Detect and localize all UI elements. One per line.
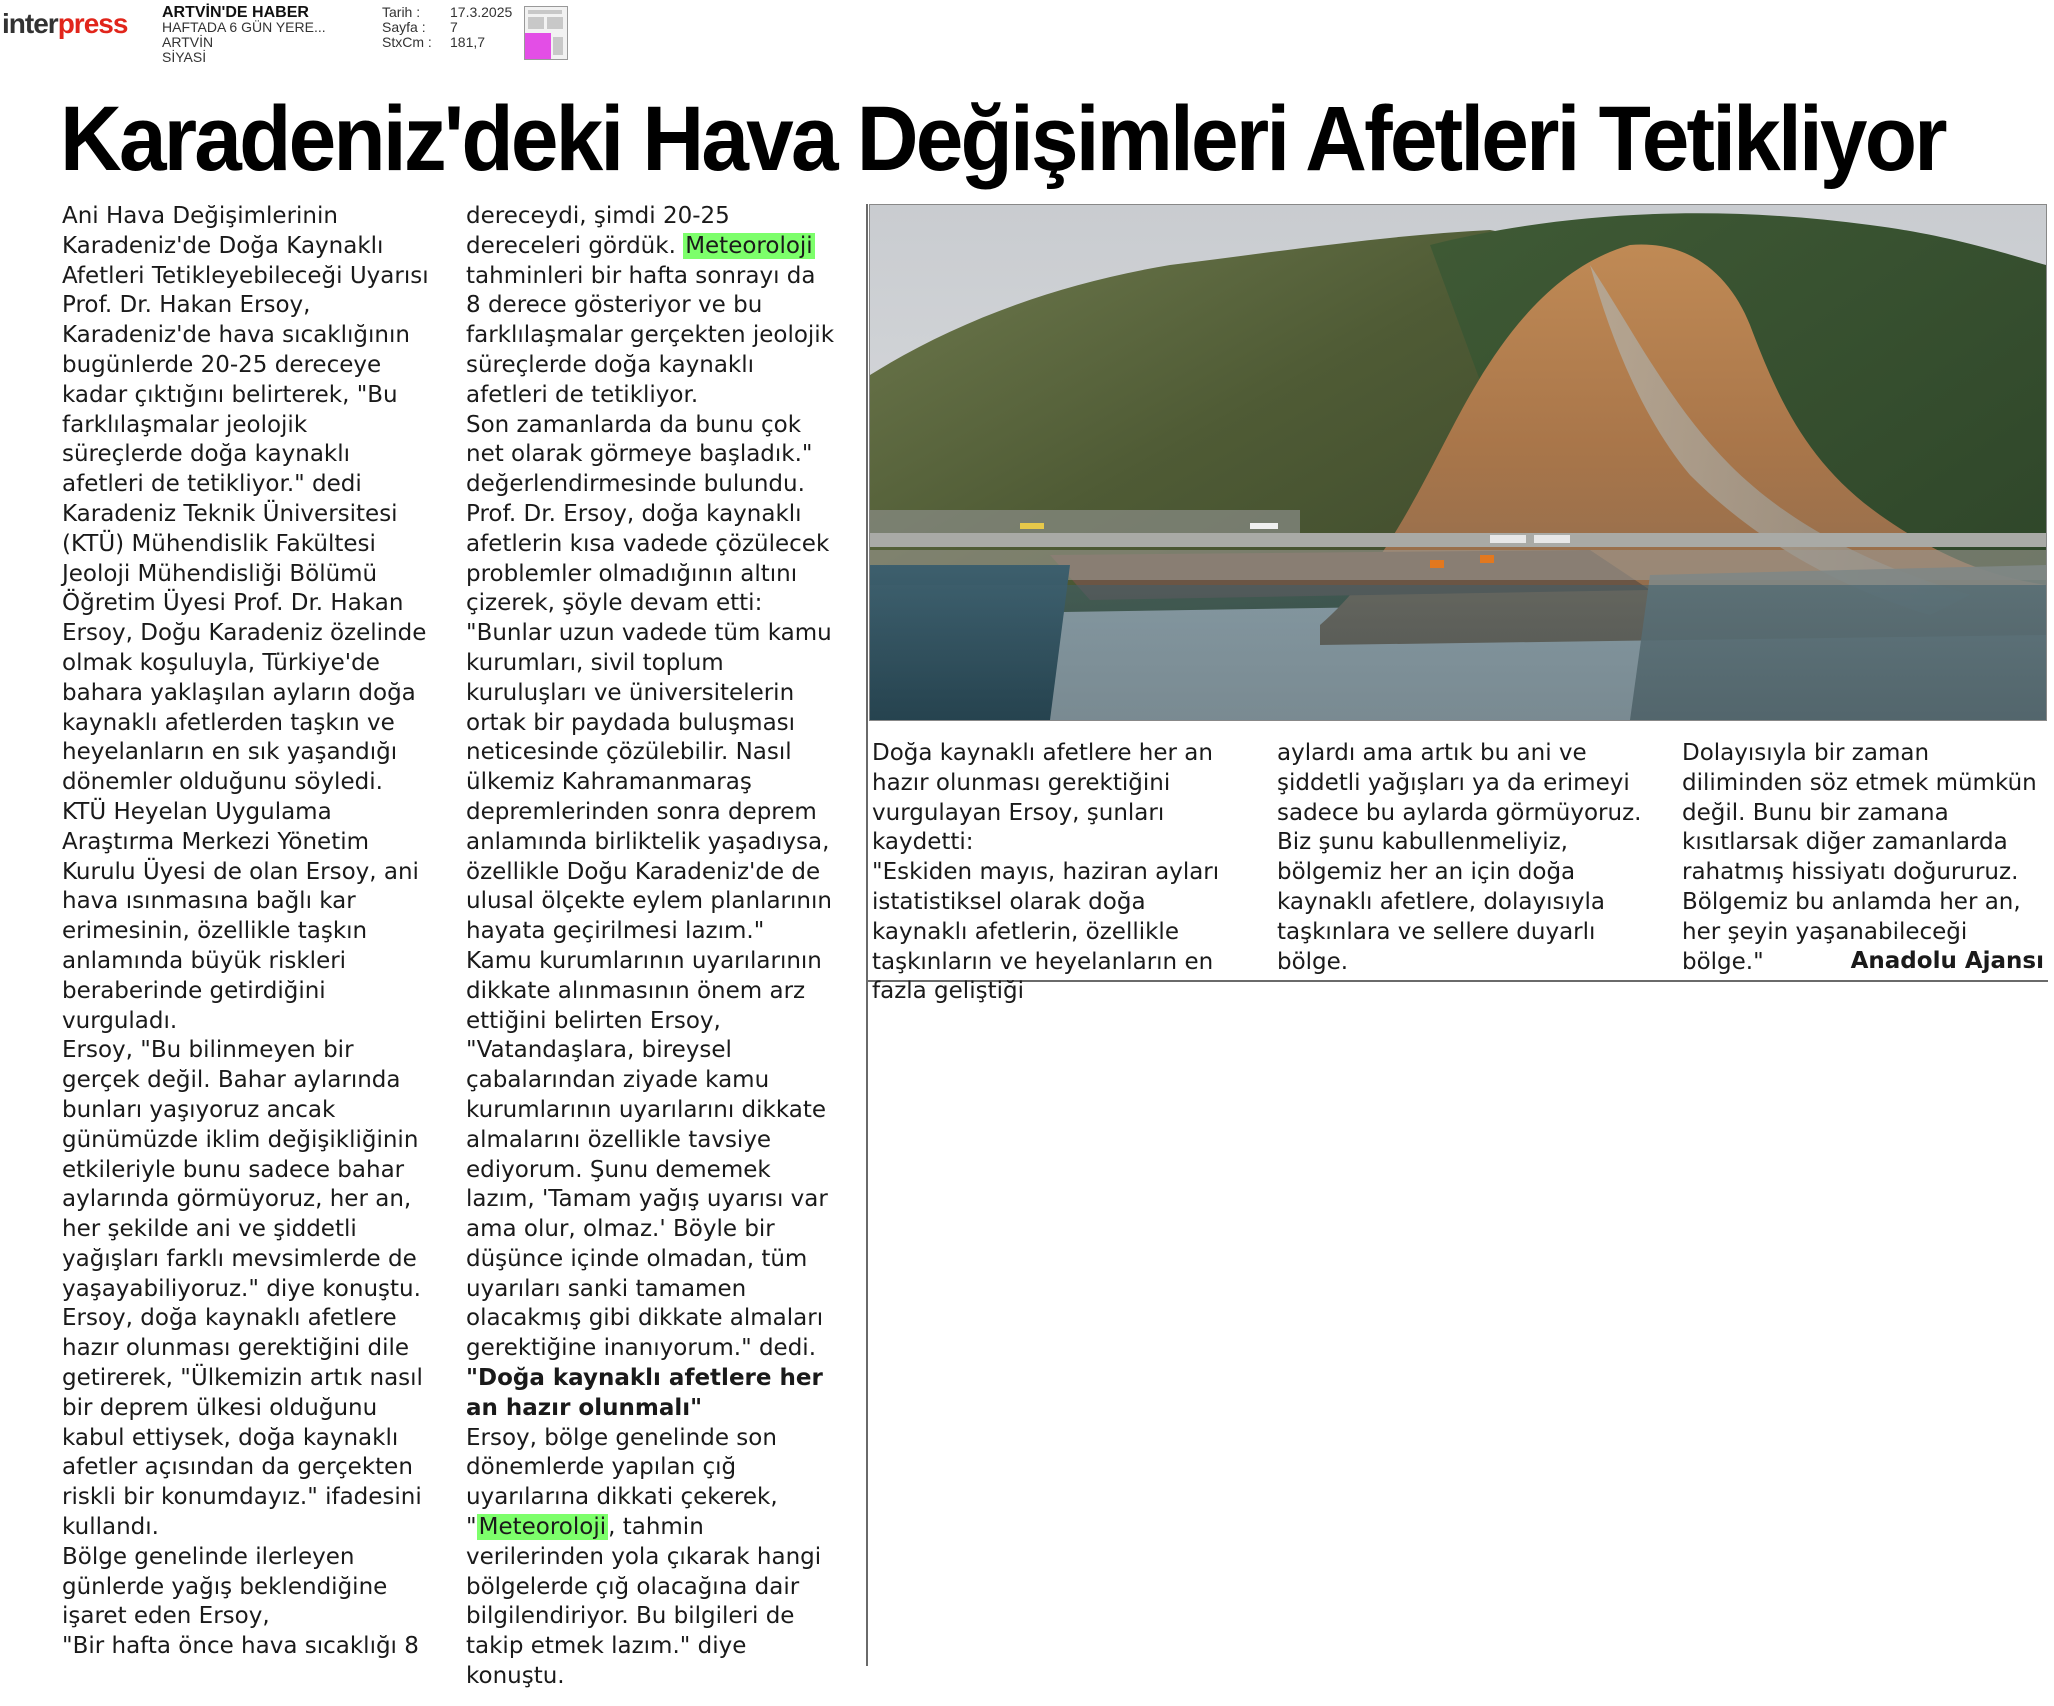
photo-coastal-road <box>870 533 2046 547</box>
paragraph: Prof. Dr. Ersoy, doğa kaynaklı afetlerin kısa vadede çözülecek problemler olmadığının altını çizerek, şöyle devam etti: <box>466 500 830 617</box>
paragraph: "Bunlar uzun vadede tüm kamu kurumları, sivil toplum kuruluşları ve üniversitelerin ortak bir paydada buluşması neticesinde çözülebilir. Nasıl ülkemiz Kahramanmaraş depremlerinden sonra deprem anlamında birliktelik yaşadıysa, özellikle Doğu Karadeniz'de de ulusal ölçekte eylem planlarının hayata geçirilmesi lazım." <box>466 620 832 945</box>
thumb-block <box>528 10 562 14</box>
publication-frequency: HAFTADA 6 GÜN YERE... <box>162 19 326 35</box>
text-run: , tahmin verilerinden yola çıkarak hangi bölgelerde çığ olacağına dair bilgilendiriyor. Bu bilgileri de takip etmek lazım." diye konuştu. <box>466 1514 822 1690</box>
page-row <box>382 20 512 35</box>
paragraph: Bölge genelinde ilerleyen günlerde yağış beklendiğine işaret eden Ersoy, <box>62 1543 388 1630</box>
publication-city: ARTVİN <box>162 34 214 50</box>
photo-truck <box>1020 523 1044 529</box>
interpress-logo <box>2 8 127 40</box>
paragraph: Ersoy, doğa kaynaklı afetlere hazır olunması gerektiğini dile getirerek, "Ülkemizin artık nasıl bir deprem ülkesi olduğunu kabul ettiysek, doğa kaynaklı afetler açısından da gerçekten riskli bir konumdayız." ifadesini kullandı. <box>62 1305 423 1541</box>
article-headline: Karadeniz'deki Hava Değişimleri Afetleri Tetikliyor <box>60 88 1945 190</box>
paragraph <box>466 202 836 411</box>
article-column-1 <box>62 202 432 1662</box>
photo-excavator <box>1430 560 1444 568</box>
thumb-block <box>547 17 563 29</box>
stcm-value: 181,7 <box>450 34 486 50</box>
stcm-row <box>382 35 512 50</box>
date-row <box>382 5 512 20</box>
news-agency-credit: Anadolu Ajansı <box>1850 948 2044 974</box>
photo-bus <box>1490 535 1526 543</box>
article-column-3 <box>872 739 1244 1007</box>
stcm-label: StxCm : <box>382 34 432 50</box>
date-label: Tarih : <box>382 4 421 20</box>
paragraph: Ersoy, "Bu bilinmeyen bir gerçek değil. Bahar aylarında bunları yaşıyoruz ancak günümüzde iklim değişikliğinin etkileriyle bunu sadece bahar aylarında görmüyoruz, her an, her şekilde ani ve şiddetli yağışları farklı mevsimlerde de yaşayabiliyoruz." diye konuştu. <box>62 1037 421 1302</box>
section-subheading: "Doğa kaynaklı afetlere her an hazır olunmalı" <box>466 1365 823 1421</box>
thumb-article-highlight <box>525 33 551 59</box>
landslide-photo <box>869 204 2047 721</box>
publication-name: ARTVİN'DE HABER <box>162 4 309 21</box>
paragraph: Ersoy, bölge genelinde son dönemlerde yapılan çığ uyarılarına dikkati çekerek, <box>466 1424 778 1511</box>
publication-category: SİYASİ <box>162 49 207 65</box>
text-run: dereceydi, şimdi 20-25 dereceleri gördük. <box>466 203 730 259</box>
publication-info <box>162 5 326 65</box>
date-value: 17.3.2025 <box>450 4 513 20</box>
paragraph <box>466 1513 836 1692</box>
highlighted-keyword: Meteoroloji <box>478 1514 607 1541</box>
page-label: Sayfa : <box>382 19 426 35</box>
paragraph: "Eskiden mayıs, haziran ayları istatistiksel olarak doğa kaynaklı afetlerin, özellikle taşkınların ve heyelanların en fazla geliştiği <box>872 859 1220 1005</box>
paragraph: KTÜ Heyelan Uygulama Araştırma Merkezi Yönetim Kurulu Üyesi de olan Ersoy, ani hava ısınmasına bağlı kar erimesinin, özellikle taşkın anlamında büyük riskleri beraberinde getirdiğini vurguladı. <box>62 798 419 1034</box>
photo-sea <box>870 585 2046 720</box>
page-value: 7 <box>450 19 458 35</box>
paragraph: Son zamanlarda da bunu çok net olarak görmeye başladık." değerlendirmesinde bulundu. <box>466 411 813 498</box>
text-run: " <box>466 1514 477 1541</box>
paragraph: Dolayısıyla bir zaman diliminden söz etmek mümkün değil. Bunu bir zamana kısıtlarsak diğer zamanlarda rahatmış hissiyatı doğururuz. Bölgemiz bu anlamda her an, her şeyin yaşanabileceği bölge." <box>1682 740 2037 975</box>
photo-truck <box>1250 523 1278 529</box>
thumb-block <box>553 37 563 55</box>
article-column-5 <box>1682 739 2044 977</box>
photo-bus <box>1534 535 1570 543</box>
clipping-meta <box>382 5 512 50</box>
article-column-4 <box>1277 739 1649 977</box>
logo-accent: press <box>57 8 128 39</box>
paragraph: Karadeniz Teknik Üniversitesi (KTÜ) Mühendislik Fakültesi Jeoloji Mühendisliği Bölümü Öğretim Üyesi Prof. Dr. Hakan Ersoy, Doğu Karadeniz özelinde olmak koşuluyla, Türkiye'de bahara yaklaşılan ayların doğa kaynaklı afetlerden taşkın ve heyelanların en sık yaşandığı dönemler olduğunu söyledi. <box>62 500 427 796</box>
paragraph: "Bir hafta önce hava sıcaklığı 8 <box>62 1633 419 1660</box>
paragraph: Doğa kaynaklı afetlere her an hazır olunması gerektiğini vurgulayan Ersoy, şunları kaydetti: <box>872 740 1213 856</box>
logo-main: inter <box>2 8 58 39</box>
thumb-block <box>528 17 544 29</box>
text-run: tahminleri bir hafta sonrayı da 8 derece gösteriyor ve bu farklılaşmalar gerçekten jeolojik süreçlerde doğa kaynaklı afetleri de tetikliyor. <box>466 262 835 408</box>
highlighted-keyword: Meteoroloji <box>685 232 813 259</box>
paragraph: Kamu kurumlarının uyarılarının dikkate alınmasının önem arz ettiğini belirten Ersoy, "Vatandaşlara, bireysel çabalarından ziyade kamu kurumlarının uyarılarını dikkate almalarını özellikle tavsiye ediyorum. Şunu dememek lazım, 'Tamam yağış uyarısı var ama olur, olmaz.' Böyle bir düşünce içinde olmadan, tüm uyarıları sanki tamamen olacakmış gibi dikkate almaları gerektiğine inanıyorum." dedi. <box>466 947 828 1362</box>
paragraph: Ani Hava Değişimlerinin Karadeniz'de Doğa Kaynaklı Afetleri Tetikleyebileceği Uyarısı Prof. Dr. Hakan Ersoy, Karadeniz'de hava sıcaklığının bugünlerde 20-25 dereceye kadar çıktığını belirterek, "Bu farklılaşmalar jeolojik süreçlerde doğa kaynaklı afetleri de tetikliyor." dedi <box>62 203 429 498</box>
page-thumbnail-icon[interactable] <box>524 6 568 60</box>
paragraph: aylardı ama artık bu ani ve şiddetli yağışları ya da erimeyi sadece bu aylarda görmüyoruz. Biz şunu kabullenmeliyiz, bölgemiz her an için doğa kaynaklı afetlere, dolayısıyla taşkınlara ve sellere duyarlı bölge. <box>1277 740 1642 975</box>
article-column-2 <box>466 202 836 1692</box>
column-divider <box>866 204 868 1666</box>
photo-excavator <box>1480 555 1494 563</box>
